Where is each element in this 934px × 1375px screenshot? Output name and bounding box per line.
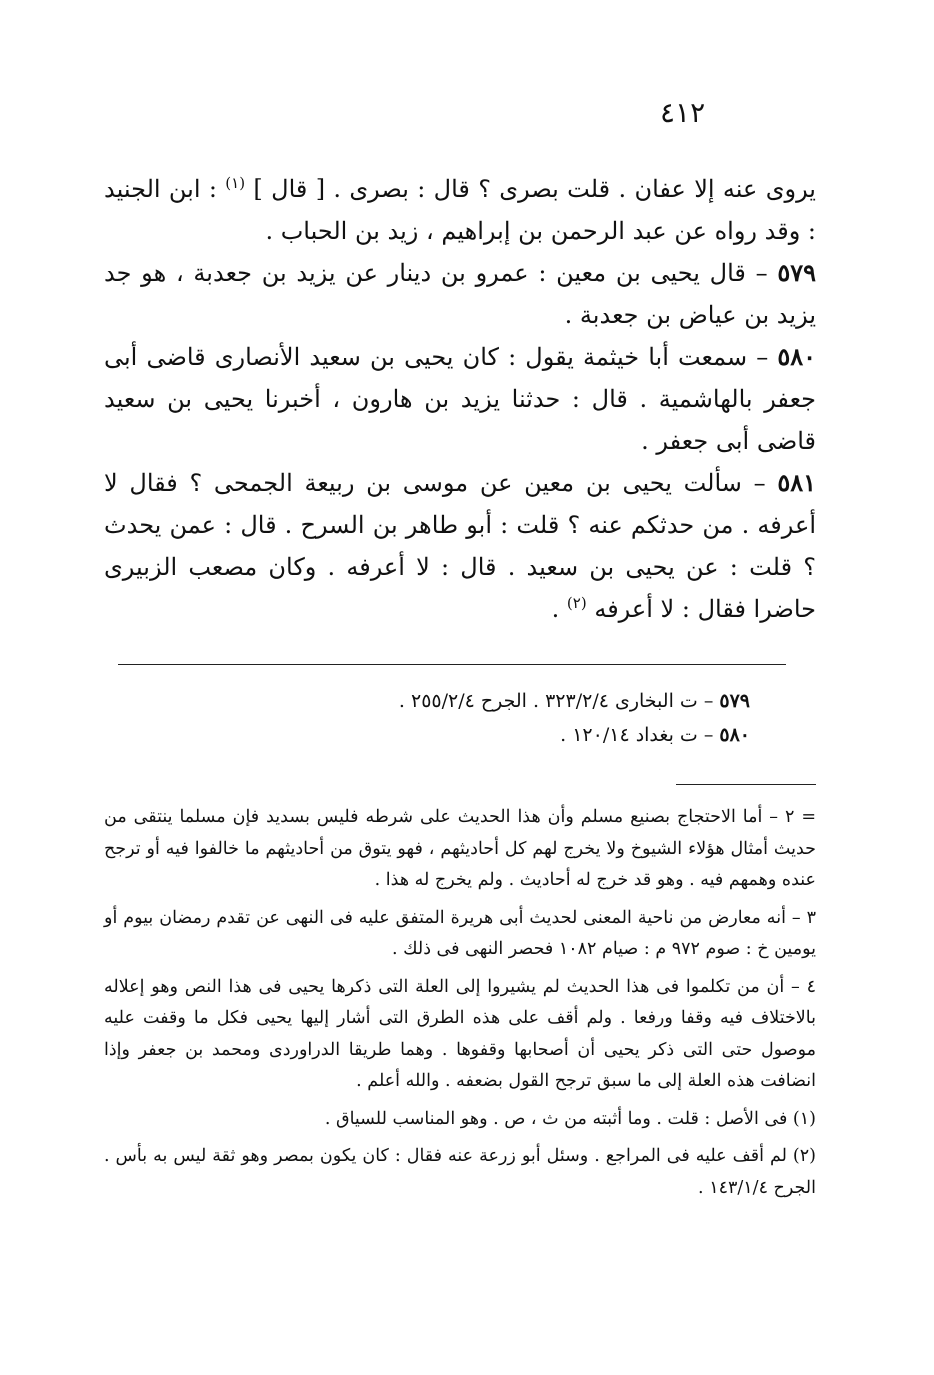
entry-text: – سألت يحيى بن معين عن موسى بن ربيعة الجمحى ؟ فقال لا أعرفه . من حدثكم عنه ؟ قلت : أبو طاهر بن السرح . قال : عمن يحدث ؟ قلت : عن يحيى بن سعيد . قال : لا أعرفه . وكان مصعب الزبيرى حاضرا فقال : لا أعرفه xyxy=(104,469,816,623)
entry-text: – سمعت أبا خيثمة يقول : كان يحيى بن سعيد الأنصارى قاضى أبى جعفر بالهاشمية . قال : حدثنا يزيد بن هارون ، أخبرنا يحيى بن سعيد قاضى أبى جعفر . xyxy=(104,343,816,455)
reference-580 xyxy=(150,718,750,752)
references-block xyxy=(150,684,750,752)
entry-number: ٥٨١ xyxy=(777,468,816,497)
footnote-marker-2: (٢) xyxy=(566,594,587,612)
entry-580 xyxy=(104,336,816,462)
footnote-marker-1: (١) xyxy=(225,174,246,192)
footnote-1: (١) فى الأصل : قلت . وما أثبته من ث ، ص . وهو المناسب للسياق . xyxy=(324,1108,816,1129)
paragraph-1-text-b: : ابن الجنيد : وقد رواه عن عبد الرحمن بن إبراهيم ، زيد بن الحباب . xyxy=(104,175,816,245)
note-point-4: ٤ – أن من تكلموا فى هذا الحديث لم يشيروا إلى العلة التى ذكرها يحيى فى هذا النص وهو إعلاله بالاختلاف فيه وقفا ورفعا . ولم أقف على هذه الطرق التى أشار إليها يحيى فكل ما وقفت عليه موصول حتى التى ذكر يحيى أن أصحابها وقفوها . وهما طريقا الدراوردى ومحمد بن جعفر وإذا انضافت هذه العلة إلى ما سبق ترجح القول بضعفه . والله أعلم . xyxy=(104,976,816,1091)
reference-579 xyxy=(150,684,750,718)
note-continuation-2: = ٢ – أما الاحتجاج بصنيع مسلم وأن هذا الحديث على شرطه فليس بسديد فإن مسلما ينتقى من حديث أمثال هؤلاء الشيوخ ولا يخرج لهم كل أحاديثهم ، فهو يتوق من أحاديثهم ما خالفوا فيه أو ترجح عنده وهمهم فيه . وهو قد خرج له أحاديث . ولم يخرج له هذا . xyxy=(104,807,816,890)
main-text xyxy=(104,168,816,630)
entry-text: – قال يحيى بن معين : عمرو بن دينار عن يزيد بن جعدبة ، هو جد يزيد بن عياض بن جعدبة . xyxy=(104,259,816,329)
reference-text: – ت البخارى ٣٢٣/٢/٤ . الجرح ٢٥٥/٢/٤ . xyxy=(398,690,720,712)
notes-divider xyxy=(676,784,816,785)
reference-number: ٥٨٠ xyxy=(719,724,750,746)
note-point-3: ٣ – أنه معارض من ناحية المعنى لحديث أبى هريرة المتفق عليه فى النهى عن تقدم رمضان بيوم أو يومين خ : صوم ٩٧٢ م : صيام ١٠٨٢ فحصر النهى فى ذلك . xyxy=(104,907,816,959)
entry-579 xyxy=(104,252,816,336)
entry-number: ٥٧٩ xyxy=(777,258,816,287)
entry-number: ٥٨٠ xyxy=(777,342,816,371)
entry-text-end: . xyxy=(551,595,567,623)
paragraph-1-text-a: يروى عنه إلا عفان . قلت بصرى ؟ قال : بصرى . [ قال ] xyxy=(245,175,816,203)
paragraph-1 xyxy=(104,168,816,252)
footnotes-block xyxy=(104,802,816,1204)
entry-581 xyxy=(104,462,816,630)
page-number: ٤١٢ xyxy=(660,96,706,129)
footnote-2: (٢) لم أقف عليه فى المراجع . وسئل أبو زرعة عنه فقال : كان يكون بمصر وهو ثقة ليس به بأس . الجرح ١٤٣/١/٤ . xyxy=(104,1146,816,1198)
main-divider xyxy=(118,664,786,665)
reference-number: ٥٧٩ xyxy=(719,690,750,712)
reference-text: – ت بغداد ١٢٠/١٤ . xyxy=(560,724,720,746)
